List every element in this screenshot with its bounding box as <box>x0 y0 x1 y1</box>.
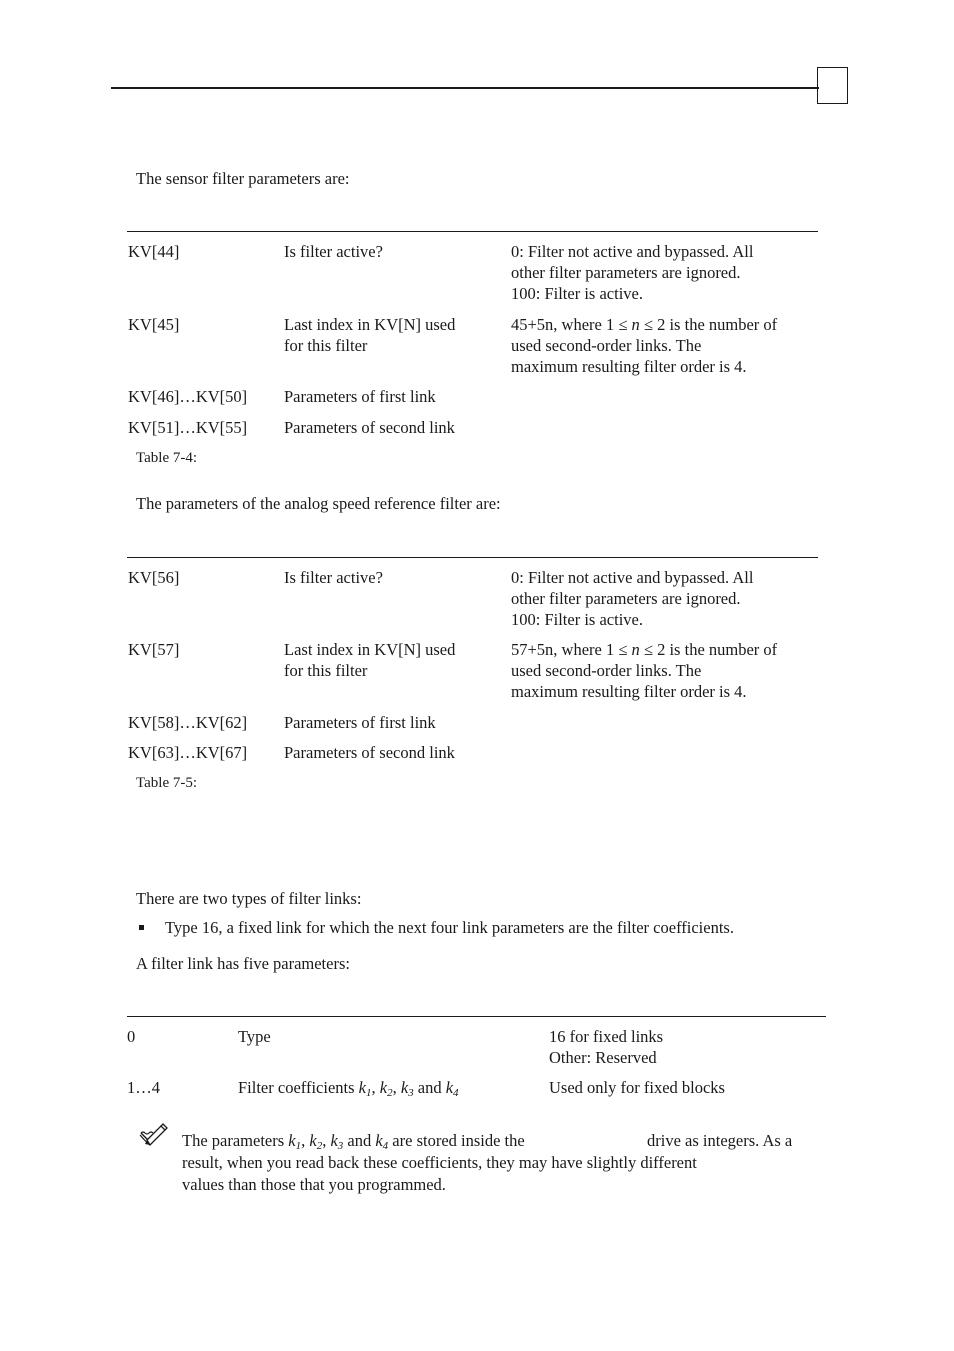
table5-row4-desc: Parameters of second link <box>284 743 455 762</box>
square-bullet-icon <box>139 925 144 930</box>
table5-caption: Table 7-5: <box>136 775 198 791</box>
table5-row3-desc: Parameters of first link <box>284 713 436 732</box>
table4-row1-desc: Is filter active? <box>284 242 383 261</box>
table4-row4-desc: Parameters of second link <box>284 418 455 437</box>
table5-row1-param: KV[56] <box>128 568 180 587</box>
table5-row2-value: 57+5n, where 1 ≤ n ≤ 2 is the number of used second-order links. The maximum resulting filter order is 4. <box>511 640 778 701</box>
note-line1-end: drive as integers. As a <box>647 1131 793 1150</box>
link-row2-index: 1…4 <box>127 1078 160 1097</box>
table5-row2-desc: Last index in KV[N] used for this filter <box>284 640 456 680</box>
table4-caption: Table 7-4: <box>136 450 198 466</box>
table5-row1-desc: Is filter active? <box>284 568 383 587</box>
sensor-filter-intro: The sensor filter parameters are: <box>136 169 350 188</box>
link-table-top-rule <box>127 1016 826 1017</box>
analog-filter-intro: The parameters of the analog speed reference filter are: <box>136 494 501 513</box>
link-row1-index: 0 <box>127 1027 136 1046</box>
link-row2-desc: Filter coefficients $k_1$, $k_2$, $k_3$ and $k_4$ <box>238 1078 459 1099</box>
link-row2-value: Used only for fixed blocks <box>549 1078 725 1097</box>
note-text: The parameters $k_1$, $k_2$, $k_3$ and $k_4$ are stored inside the drive as integers. As a result, when you read back these coefficients, they may have slightly different values than those that you programmed. <box>182 1131 793 1194</box>
table4-row2-param: KV[45] <box>128 315 180 334</box>
link-params-intro: A filter link has five parameters: <box>136 954 350 973</box>
table4-row2-value: 45+5n, where 1 ≤ n ≤ 2 is the number of used second-order links. The maximum resulting filter order is 4. <box>511 315 778 376</box>
table4-top-rule <box>127 231 818 232</box>
bullet-item-type16: Type 16, a fixed link for which the next four link parameters are the filter coefficients. <box>165 918 734 937</box>
table4-row2-desc: Last index in KV[N] used for this filter <box>284 315 456 355</box>
table4-row1-param: KV[44] <box>128 242 180 261</box>
table5-row4-param: KV[63]…KV[67] <box>128 743 248 762</box>
link-row1-desc: Type <box>238 1027 271 1046</box>
table4-row4-param: KV[51]…KV[55] <box>128 418 248 437</box>
page-number-box <box>817 67 848 104</box>
table5-row3-param: KV[58]…KV[62] <box>128 713 248 732</box>
note-pencil-icon <box>138 1121 168 1149</box>
header-rule <box>111 87 819 89</box>
table4-row3-desc: Parameters of first link <box>284 387 436 406</box>
table4-row1-value: 0: Filter not active and bypassed. All other filter parameters are ignored. 100: Filter is active. <box>511 242 754 303</box>
table5-top-rule <box>127 557 818 558</box>
link-row1-value: 16 for fixed links Other: Reserved <box>549 1027 664 1067</box>
link-types-intro: There are two types of filter links: <box>136 889 362 908</box>
table5-row1-value: 0: Filter not active and bypassed. All other filter parameters are ignored. 100: Filter is active. <box>511 568 754 629</box>
table5-row2-param: KV[57] <box>128 640 180 659</box>
table4-row3-param: KV[46]…KV[50] <box>128 387 248 406</box>
